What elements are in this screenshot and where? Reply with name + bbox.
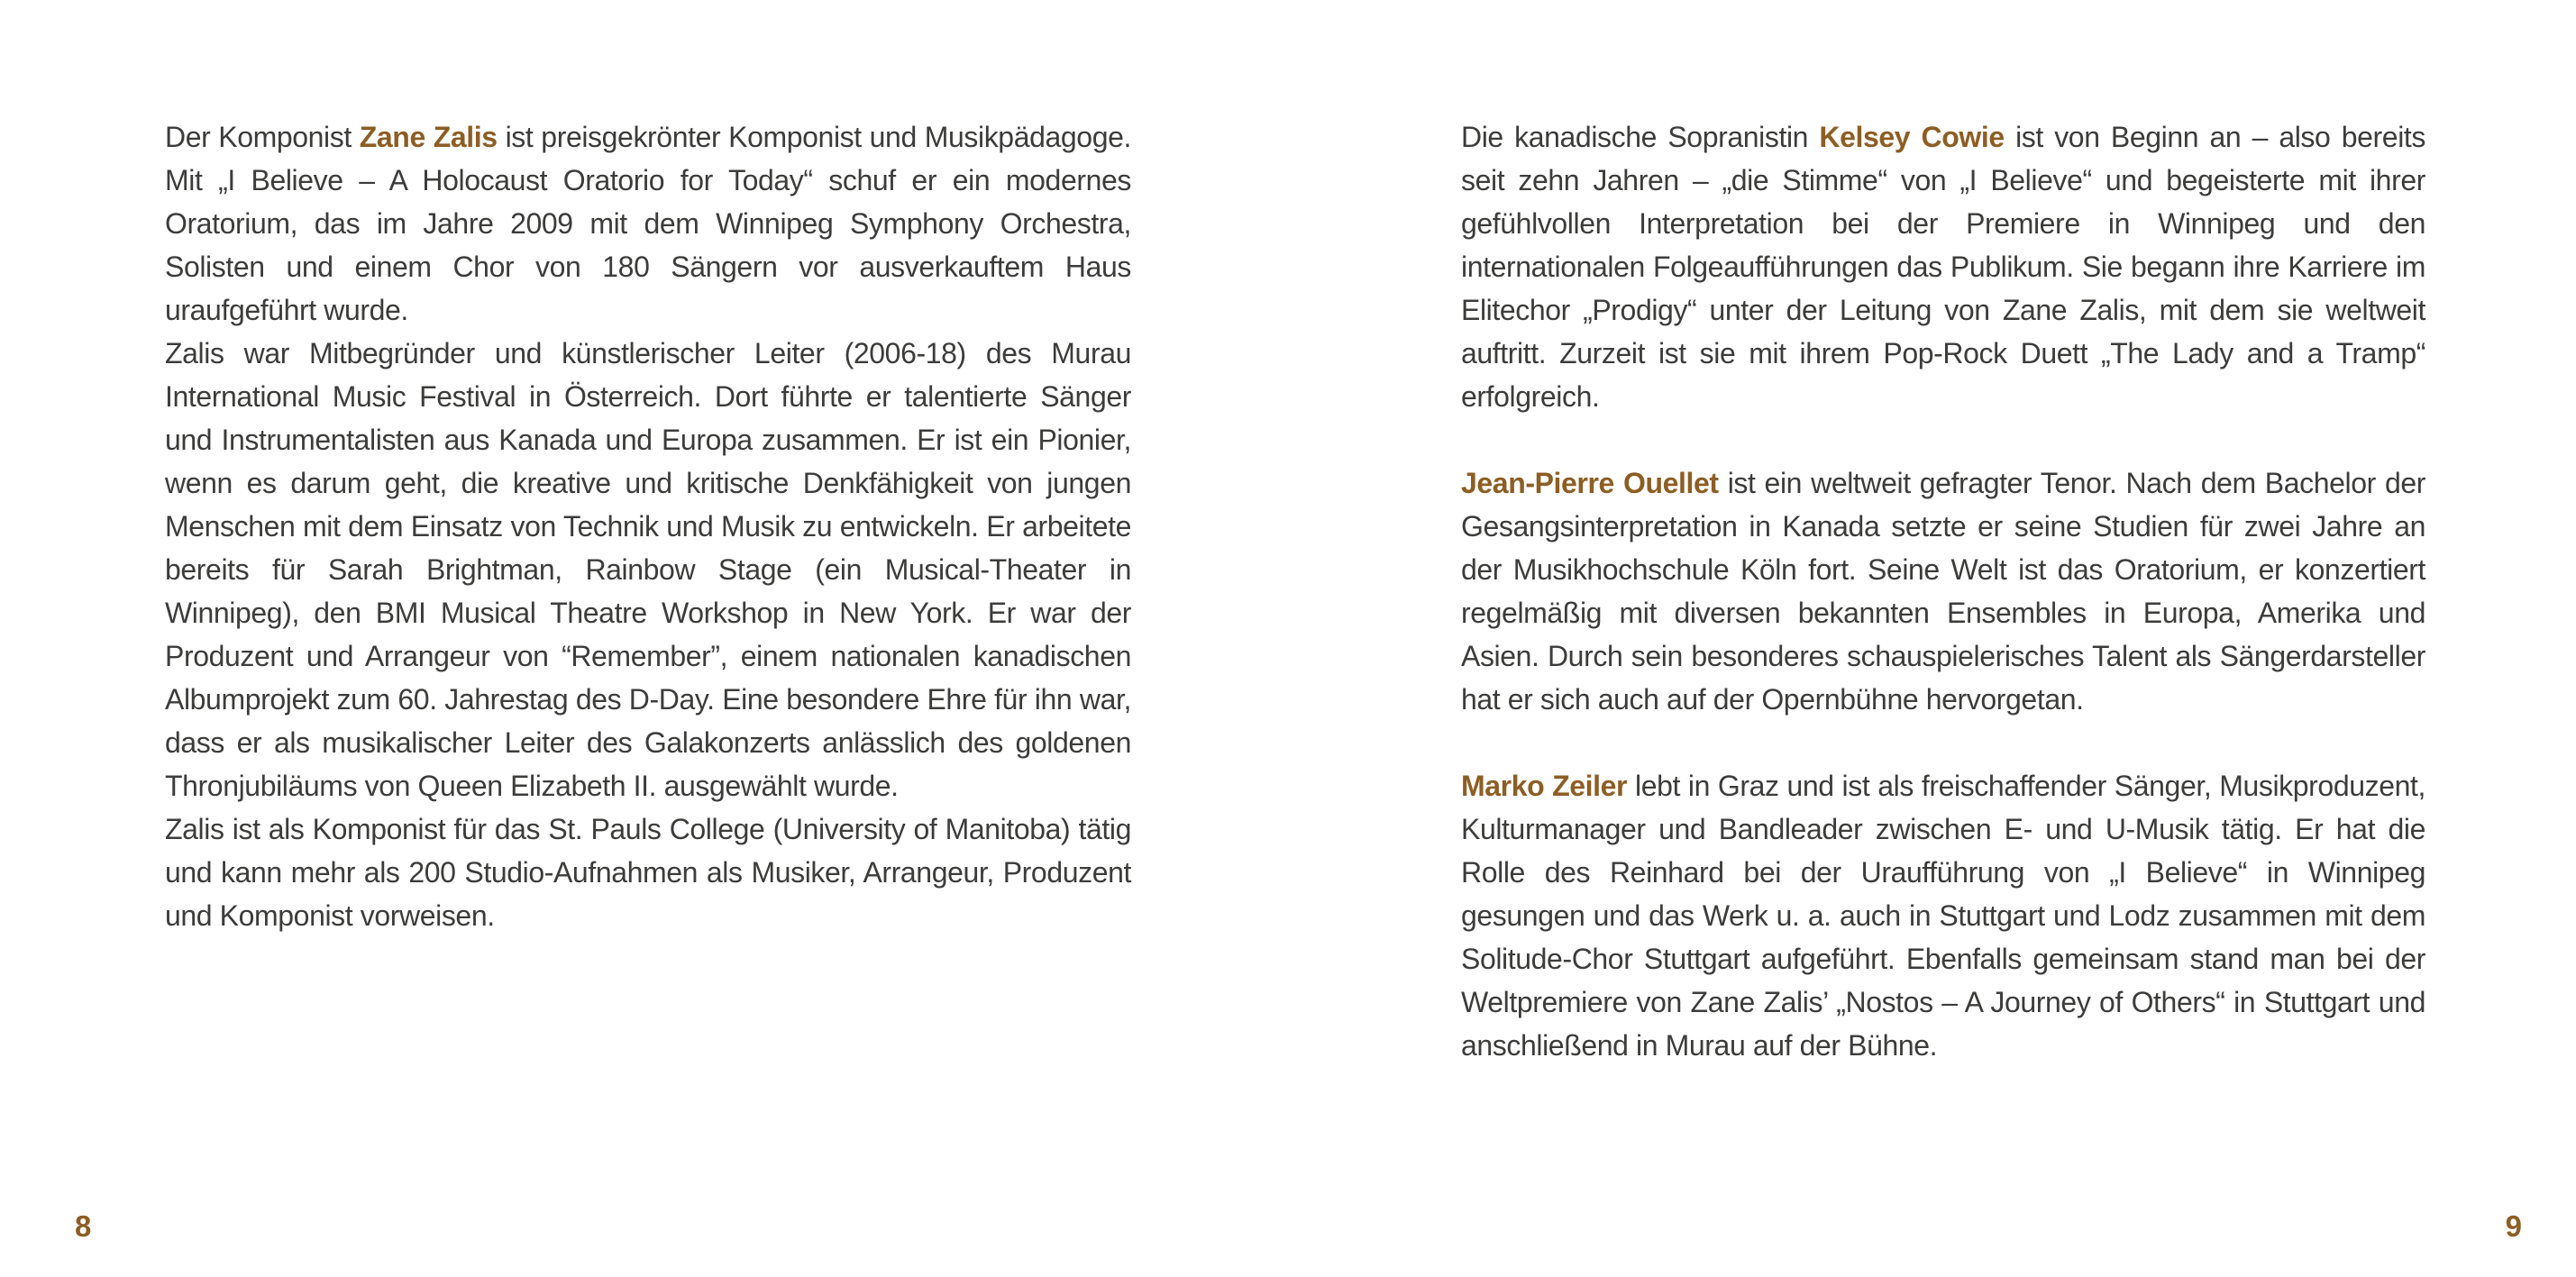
person-name: Jean-Pierre Ouellet: [1461, 467, 1719, 499]
body-text: ist preisgekrönter Komponist und Musikpädagoge. Mit „I Believe – A Holocaust Oratorio for Today“ schuf er ein modernes Oratorium, das im Jahre 2009 mit dem Winnipeg Symphony Orchestra, Solisten und einem Chor von 180 Sängern vor ausverkauftem Haus uraufgeführt wurde.: [165, 121, 1131, 326]
body-text: lebt in Graz und ist als freischaffender Sänger, Musikproduzent, Kulturmanager und Bandleader zwischen E- und U-Musik tätig. Er hat die Rolle des Reinhard bei der Uraufführung von „I Believe“ in Winnipeg gesungen und das Werk u. a. auch in Stuttgart und Lodz zusammen mit dem Solitude-Chor Stuttgart aufgeführt. Ebenfalls gemeinsam stand man bei der Weltpremiere von Zane Zalis’ „Nostos – A Journey of Others“ in Stuttgart und anschließend in Murau auf der Bühne.: [1461, 770, 2425, 1062]
left-text-column: [165, 115, 1131, 937]
paragraph: [165, 332, 1131, 807]
person-name: Kelsey Cowie: [1819, 121, 2005, 153]
body-text: Zalis war Mitbegründer und künstlerischer Leiter (2006-18) des Murau International Music Festival in Österreich. Dort führte er talentierte Sänger und Instrumentalisten aus Kanada und Europa zusammen. Er ist ein Pionier, wenn es darum geht, die kreative und kritische Denkfähigkeit von jungen Menschen mit dem Einsatz von Technik und Musik zu entwickeln. Er arbeitete bereits für Sarah Brightman, Rainbow Stage (ein Musical-Theater in Winnipeg), den BMI Musical Theatre Workshop in New York. Er war der Produzent und Arrangeur von “Remember”, einem nationalen kanadischen Albumprojekt zum 60. Jahrestag des D-Day. Eine besondere Ehre für ihn war, dass er als musikalischer Leiter des Galakonzerts anlässlich des goldenen Thronjubiläums von Queen Elizabeth II. ausgewählt wurde.: [165, 337, 1131, 802]
page-number-left: 8: [75, 1209, 92, 1243]
paragraph: [1461, 764, 2425, 1067]
paragraph: [165, 807, 1131, 937]
body-text: Die kanadische Sopranistin: [1461, 121, 1820, 153]
body-text: Der Komponist: [165, 121, 360, 153]
person-name: Zane Zalis: [359, 121, 498, 153]
person-name: Marko Zeiler: [1461, 770, 1628, 802]
body-text: ist von Beginn an – also bereits seit zehn Jahren – „die Stimme“ von „I Believe“ und begeisterte mit ihrer gefühlvollen Interpretation bei der Premiere in Winnipeg und den internationalen Folgeaufführungen das Publikum. Sie begann ihre Karriere im Elitechor „Prodigy“ unter der Leitung von Zane Zalis, mit dem sie weltweit auftritt. Zurzeit ist sie mit ihrem Pop-Rock Duett „The Lady and a Tramp“ erfolgreich.: [1461, 121, 2426, 413]
paragraph: [1461, 115, 2425, 418]
right-text-column: [1461, 115, 2425, 1067]
body-text: ist ein weltweit gefragter Tenor. Nach dem Bachelor der Gesangsinterpretation in Kanada setzte er seine Studien für zwei Jahre an der Musikhochschule Köln fort. Seine Welt ist das Oratorium, er konzertiert regelmäßig mit diversen bekannten Ensembles in Europa, Amerika und Asien. Durch sein besonderes schauspielerisches Talent als Sängerdarsteller hat er sich auch auf der Opernbühne hervorgetan.: [1461, 467, 2425, 716]
page-number-right: 9: [2505, 1209, 2522, 1243]
body-text: Zalis ist als Komponist für das St. Pauls College (University of Manitoba) tätig und kann mehr als 200 Studio-Aufnahmen als Musiker, Arrangeur, Produzent und Komponist vorweisen.: [165, 813, 1131, 932]
paragraph: [165, 115, 1131, 332]
paragraph: [1461, 461, 2425, 721]
